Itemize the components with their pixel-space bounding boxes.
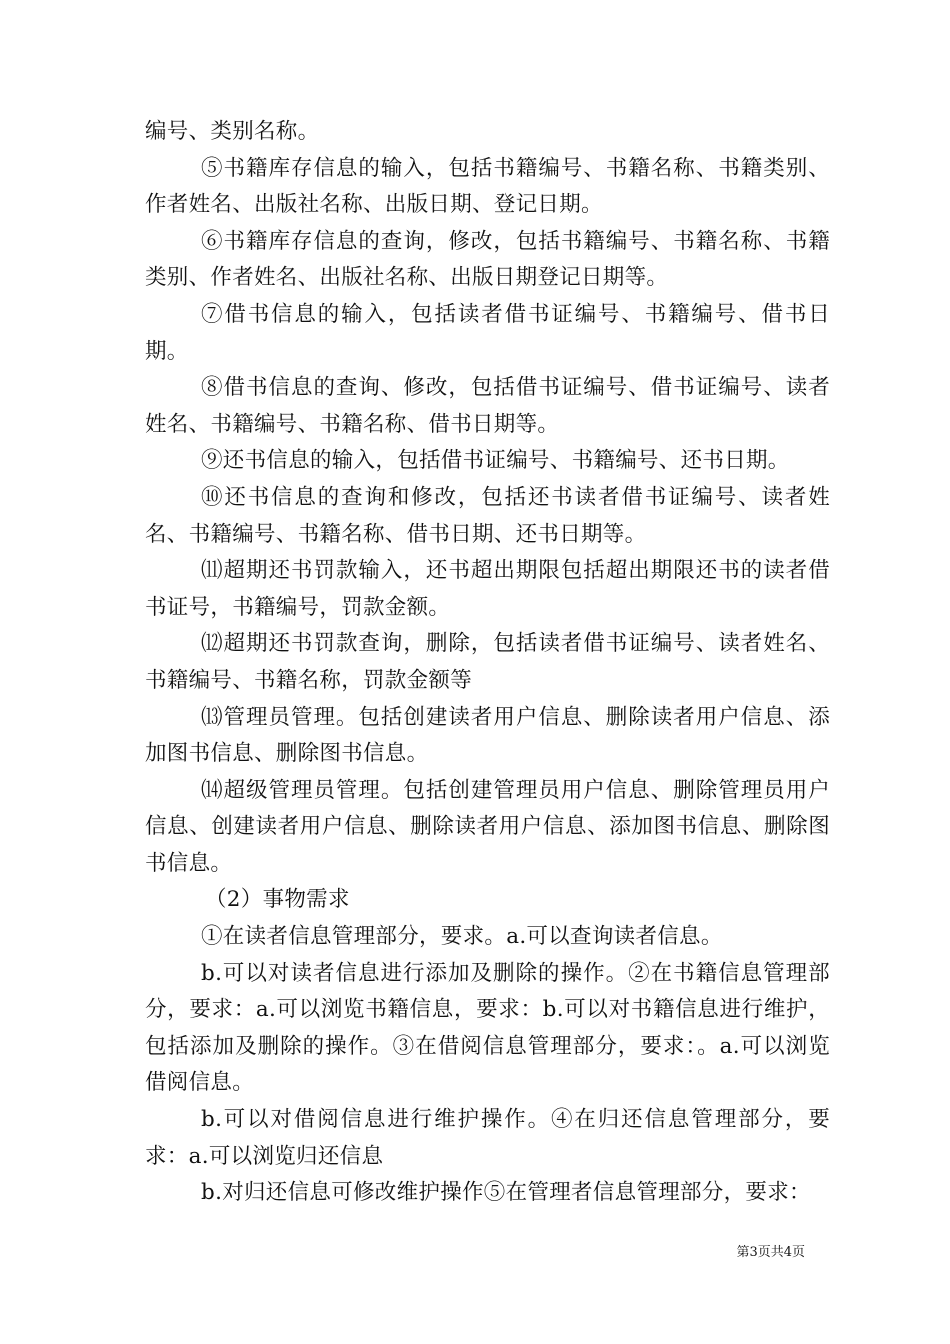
paragraph-book-management: b.可以对读者信息进行添加及删除的操作。②在书籍信息管理部分，要求：a.可以浏览书籍信息，要求：b.可以对书籍信息进行维护，包括添加及删除的操作。③在借阅信息管理部分，要求：。a.可以浏览借阅信息。 [145, 960, 830, 1096]
page-number-footer: 第3页共4页 [736, 1245, 805, 1260]
paragraph-reader-management: ①在读者信息管理部分，要求。a.可以查询读者信息。 [201, 924, 723, 950]
paragraph-item-13: ⒀管理员管理。包括创建读者用户信息、删除读者用户信息、添加图书信息、删除图书信息。 [145, 704, 830, 767]
paragraph-item-8: ⑧借书信息的查询、修改，包括借书证编号、借书证编号、读者姓名、书籍编号、书籍名称、借书日期等。 [145, 375, 830, 437]
paragraph-item-10: ⑩还书信息的查询和修改，包括还书读者借书证编号、读者姓名、书籍编号、书籍名称、借书日期、还书日期等。 [145, 484, 830, 547]
section-heading-requirements: （2）事物需求 [205, 887, 350, 913]
paragraph-item-9: ⑨还书信息的输入，包括借书证编号、书籍编号、还书日期。 [201, 448, 790, 474]
paragraph-item-12: ⑿超期还书罚款查询，删除，包括读者借书证编号、读者姓名、书籍编号、书籍名称，罚款金额等 [145, 631, 830, 693]
paragraph-item-7: ⑦借书信息的输入，包括读者借书证编号、书籍编号、借书日期。 [145, 301, 830, 364]
paragraph-item-14: ⒁超级管理员管理。包括创建管理员用户信息、删除管理员用户信息、创建读者用户信息、删除读者用户信息、添加图书信息、删除图书信息。 [145, 777, 830, 876]
paragraph-item-11: ⑾超期还书罚款输入，还书超出期限包括超出期限还书的读者借书证号，书籍编号，罚款金额。 [145, 558, 830, 620]
paragraph-return-management: b.对归还信息可修改维护操作⑤在管理者信息管理部分，要求： [201, 1180, 811, 1206]
document-body [145, 114, 830, 1212]
paragraph-item-6: ⑥书籍库存信息的查询，修改，包括书籍编号、书籍名称、书籍类别、作者姓名、出版社名称、出版日期登记日期等。 [145, 228, 830, 291]
paragraph-item-5: ⑤书籍库存信息的输入，包括书籍编号、书籍名称、书籍类别、作者姓名、出版社名称、出版日期、登记日期。 [145, 155, 830, 218]
paragraph-continuation: 编号、类别名称。 [145, 119, 320, 144]
paragraph-borrow-management: b.可以对借阅信息进行维护操作。④在归还信息管理部分，要求：a.可以浏览归还信息 [145, 1107, 830, 1169]
